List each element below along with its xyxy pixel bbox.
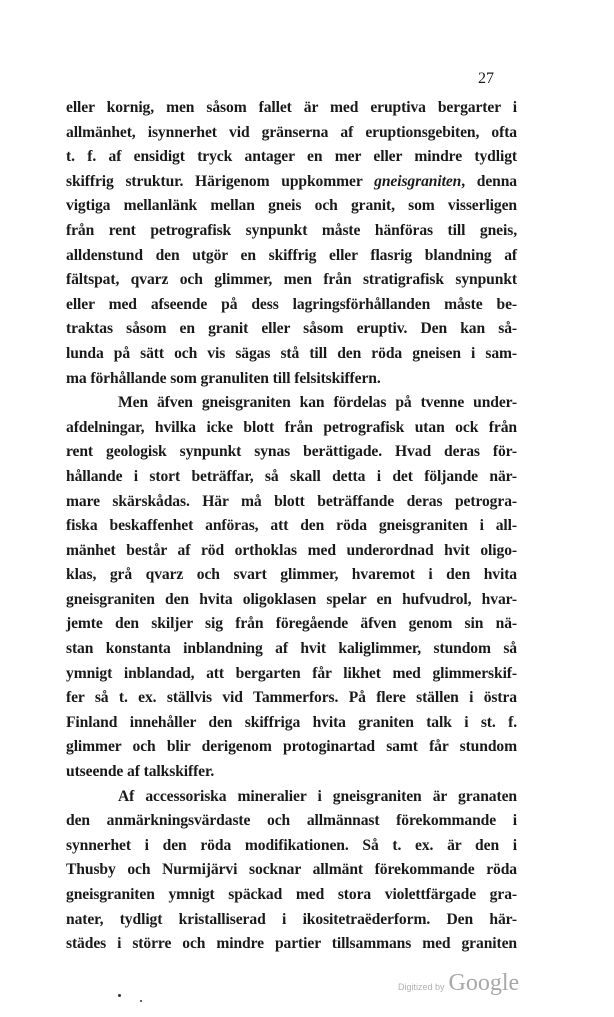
body-text — [66, 96, 517, 957]
text-line: gneisgraniten ymnigt späckad med stora violettfärgade gra- — [66, 886, 517, 903]
text-line: eller med afseende på dess lagringsförhållanden måste be- — [66, 295, 517, 313]
text-line: traktas såsom en granit eller såsom eruptiv. Den kan så- — [66, 320, 517, 338]
italic-term: gneisgraniten — [374, 172, 462, 190]
text-line: t. f. af ensidigt tryck antager en mer eller mindre tydligt — [66, 148, 517, 166]
text-segment: skiffrig struktur. Härigenom uppkommer — [66, 172, 375, 190]
text-line: allmänhet, isynnerhet vid gränserna af eruptionsgebiten, ofta — [66, 123, 517, 141]
text-line: nater, tydligt kristalliserad i ikositetraëderform. Den här- — [66, 910, 517, 928]
text-line: rent geologisk synpunkt synas berättigade. Hvad deras för- — [66, 443, 517, 461]
text-line: eller kornig, men såsom fallet är med eruptiva bergarter i — [66, 99, 517, 116]
google-logo: Google — [448, 970, 520, 996]
text-line: mare skärskådas. Här må blott beträffande deras petrogra- — [66, 492, 517, 510]
text-segment: , denna — [461, 172, 517, 190]
page-number: 27 — [478, 70, 494, 87]
text-line: ma förhållande som granuliten till felsitskiffern. — [66, 369, 381, 387]
text-line: den anmärkningsvärdaste och allmännast förekommande i — [66, 812, 517, 830]
text-line: utseende af talkskiffer. — [66, 763, 215, 781]
text-line: glimmer och blir derigenom protoginartad samt får stundom — [66, 738, 517, 756]
text-line: alldenstund den utgör en skiffrig eller flasrig blandning af — [66, 246, 517, 264]
speck — [140, 1000, 142, 1002]
text-line: jemte den skiljer sig från föregående äfven genom sin nä- — [66, 615, 517, 633]
text-line: vigtiga mellanlänk mellan gneis och granit, som visserligen — [66, 197, 517, 215]
text-line: mänhet består af röd orthoklas med underordnad hvit oligo- — [66, 541, 517, 559]
digitized-watermark — [398, 970, 519, 997]
text-line: stan konstanta inblandning af hvit kaliglimmer, stundom så — [66, 640, 517, 658]
text-line: fer så t. ex. ställvis vid Tammerfors. På flere ställen i östra — [66, 689, 517, 707]
text-line: fiska beskaffenhet anföras, att den röda gneisgraniten i all- — [66, 517, 517, 535]
text-line: Men äfven gneisgraniten kan fördelas på tvenne under- — [118, 394, 517, 412]
text-line: städes i större och mindre partier tillsammans med graniten — [66, 935, 517, 953]
text-line: från rent petrografisk synpunkt måste hänföras till gneis, — [66, 221, 517, 239]
text-line: fältspat, qvarz och glimmer, men från stratigrafisk synpunkt — [66, 271, 517, 289]
text-line: hållande i stort beträffar, så skall detta i det följande när- — [66, 467, 517, 485]
print-specks — [118, 986, 158, 1006]
text-line: Finland innehåller den skiffriga hvita graniten talk i st. f. — [66, 713, 517, 731]
text-line: Af accessoriska mineralier i gneisgraniten är granaten — [118, 787, 517, 805]
text-line: afdelningar, hvilka icke blott från petrografisk utan ock från — [66, 418, 517, 436]
text-line: gneisgraniten den hvita oligoklasen spelar en hufvudrol, hvar- — [66, 590, 517, 608]
text-line: ymnigt inblandad, att bergarten får likhet med glimmerskif- — [66, 664, 517, 682]
speck — [118, 994, 121, 997]
text-line: synnerhet i den röda modifikationen. Så t. ex. är den i — [66, 836, 517, 854]
text-line: Thusby och Nurmijärvi socknar allmänt förekommande röda — [66, 861, 517, 879]
text-line: klas, grå qvarz och svart glimmer, hvaremot i den hvita — [66, 566, 517, 584]
watermark-prefix: Digitized by — [398, 982, 445, 992]
text-line: lunda på sätt och vis sägas stå till den röda gneisen i sam- — [66, 344, 517, 362]
text-line — [66, 170, 517, 195]
